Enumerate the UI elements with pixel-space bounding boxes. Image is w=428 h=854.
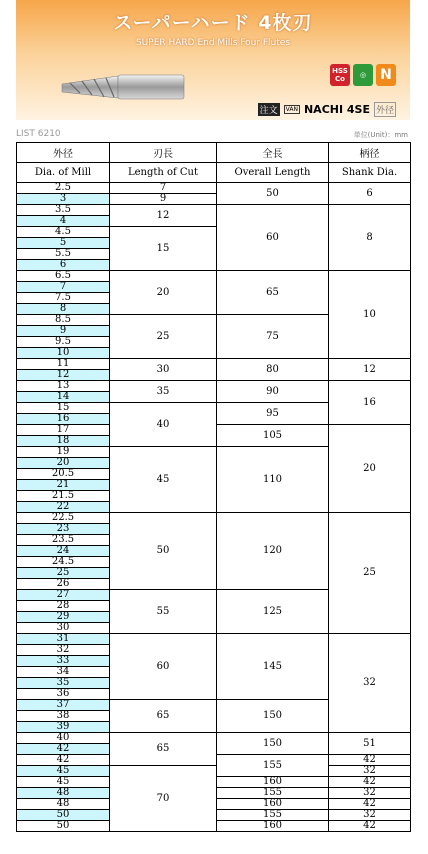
dia-cell: 30 — [17, 623, 110, 634]
dia-cell: 32 — [17, 645, 110, 656]
shank-dia-cell: 32 — [329, 766, 411, 777]
length-of-cut-cell: 12 — [110, 205, 217, 227]
dia-cell: 22 — [17, 502, 110, 513]
dia-cell: 38 — [17, 711, 110, 722]
shank-dia-cell: 25 — [329, 513, 411, 634]
overall-length-cell: 155 — [217, 788, 329, 799]
n-badge: N — [376, 64, 396, 86]
header-length-of-cut-en: Length of Cut — [110, 163, 217, 183]
dia-cell: 26 — [17, 579, 110, 590]
dia-cell: 40 — [17, 733, 110, 744]
dia-cell: 42 — [17, 744, 110, 755]
shank-dia-cell: 6 — [329, 183, 411, 205]
shank-dia-cell: 42 — [329, 799, 411, 810]
overall-length-cell: 95 — [217, 403, 329, 425]
dia-cell: 24.5 — [17, 557, 110, 568]
product-code — [258, 102, 396, 117]
length-of-cut-cell: 20 — [110, 271, 217, 315]
dia-cell: 7 — [17, 282, 110, 293]
dia-cell: 31 — [17, 634, 110, 645]
dia-cell: 12 — [17, 370, 110, 381]
shank-dia-cell: 42 — [329, 821, 411, 832]
table-row — [17, 359, 411, 370]
shank-dia-cell: 51 — [329, 733, 411, 755]
length-of-cut-cell: 40 — [110, 403, 217, 447]
dia-cell: 6.5 — [17, 271, 110, 282]
shank-dia-cell: 8 — [329, 205, 411, 271]
header-dia-jp: 外径 — [17, 143, 110, 163]
table-row — [17, 271, 411, 282]
dia-cell: 20.5 — [17, 469, 110, 480]
length-of-cut-cell: 30 — [110, 359, 217, 381]
gaikei-tag: 外径 — [374, 102, 396, 117]
dia-cell: 39 — [17, 722, 110, 733]
overall-length-cell: 150 — [217, 700, 329, 733]
dia-cell: 7.5 — [17, 293, 110, 304]
overall-length-cell: 160 — [217, 777, 329, 788]
dia-cell: 10 — [17, 348, 110, 359]
order-label: 注文 — [258, 103, 280, 116]
length-of-cut-cell: 65 — [110, 733, 217, 766]
dia-cell: 5 — [17, 238, 110, 249]
length-of-cut-cell: 70 — [110, 766, 217, 832]
dia-cell: 4.5 — [17, 227, 110, 238]
dia-cell: 5.5 — [17, 249, 110, 260]
length-of-cut-cell: 15 — [110, 227, 217, 271]
table-row — [17, 513, 411, 524]
dia-cell: 9.5 — [17, 337, 110, 348]
overall-length-cell: 80 — [217, 359, 329, 381]
shank-dia-cell: 42 — [329, 777, 411, 788]
shank-dia-cell: 32 — [329, 810, 411, 821]
dia-cell: 6 — [17, 260, 110, 271]
dia-cell: 19 — [17, 447, 110, 458]
dia-cell: 21.5 — [17, 491, 110, 502]
dia-cell: 9 — [17, 326, 110, 337]
dia-cell: 2.5 — [17, 183, 110, 194]
dia-cell: 11 — [17, 359, 110, 370]
shank-dia-cell: 32 — [329, 634, 411, 733]
overall-length-cell: 75 — [217, 315, 329, 359]
overall-length-cell: 145 — [217, 634, 329, 700]
dia-cell: 17 — [17, 425, 110, 436]
table-row — [17, 205, 411, 216]
header-overall-length-jp: 全長 — [217, 143, 329, 163]
shank-dia-cell: 42 — [329, 755, 411, 766]
dia-cell: 8 — [17, 304, 110, 315]
overall-length-cell: 155 — [217, 755, 329, 777]
dia-cell: 8.5 — [17, 315, 110, 326]
overall-length-cell: 120 — [217, 513, 329, 590]
dia-cell: 33 — [17, 656, 110, 667]
dia-cell: 42 — [17, 755, 110, 766]
overall-length-cell: 105 — [217, 425, 329, 447]
dia-cell: 3.5 — [17, 205, 110, 216]
length-of-cut-cell: 7 — [110, 183, 217, 194]
page-subtitle: SUPER HARD End Mills Four Flutes — [135, 38, 291, 48]
dia-cell: 27 — [17, 590, 110, 601]
dia-cell: 20 — [17, 458, 110, 469]
dia-cell: 14 — [17, 392, 110, 403]
header-dia-en: Dia. of Mill — [17, 163, 110, 183]
hss-co-badge: HSS Co — [330, 64, 350, 86]
overall-length-cell: 150 — [217, 733, 329, 755]
length-of-cut-cell: 60 — [110, 634, 217, 700]
spec-table — [16, 142, 411, 832]
length-of-cut-cell: 35 — [110, 381, 217, 403]
table-row — [17, 183, 411, 194]
dia-cell: 29 — [17, 612, 110, 623]
dia-cell: 18 — [17, 436, 110, 447]
dia-cell: 13 — [17, 381, 110, 392]
dia-cell: 34 — [17, 667, 110, 678]
unit-label: 単位(Unit)：mm — [353, 131, 408, 139]
dia-cell: 23 — [17, 524, 110, 535]
overall-length-cell: 160 — [217, 821, 329, 832]
header-overall-length-en: Overall Length — [217, 163, 329, 183]
dia-cell: 28 — [17, 601, 110, 612]
overall-length-cell: 50 — [217, 183, 329, 205]
length-of-cut-cell: 55 — [110, 590, 217, 634]
header-length-of-cut-jp: 刃長 — [110, 143, 217, 163]
dia-cell: 50 — [17, 821, 110, 832]
length-of-cut-cell: 45 — [110, 447, 217, 513]
dia-cell: 23.5 — [17, 535, 110, 546]
overall-length-cell: 160 — [217, 799, 329, 810]
overall-length-cell: 125 — [217, 590, 329, 634]
dia-cell: 16 — [17, 414, 110, 425]
table-row — [17, 381, 411, 392]
length-of-cut-cell: 9 — [110, 194, 217, 205]
dia-cell: 15 — [17, 403, 110, 414]
overall-length-cell: 155 — [217, 810, 329, 821]
overall-length-cell: 65 — [217, 271, 329, 315]
dia-cell: 36 — [17, 689, 110, 700]
header-shank-dia-en: Shank Dia. — [329, 163, 411, 183]
dia-cell: 35 — [17, 678, 110, 689]
end-mill-image — [58, 70, 188, 104]
table-row — [17, 634, 411, 645]
length-of-cut-cell: 25 — [110, 315, 217, 359]
page-title: スーパーハード 4枚刃 — [113, 12, 313, 34]
catalog-header — [16, 0, 410, 120]
table-row — [17, 766, 411, 777]
dia-cell: 3 — [17, 194, 110, 205]
dia-cell: 45 — [17, 777, 110, 788]
dia-cell: 45 — [17, 766, 110, 777]
table-row — [17, 733, 411, 744]
overall-length-cell: 110 — [217, 447, 329, 513]
dia-cell: 25 — [17, 568, 110, 579]
dia-cell: 24 — [17, 546, 110, 557]
van-icon: VAN — [285, 106, 298, 113]
dia-cell: 21 — [17, 480, 110, 491]
dia-cell: 4 — [17, 216, 110, 227]
dia-cell: 50 — [17, 810, 110, 821]
product-code-text: NACHI 4SE — [303, 103, 370, 116]
coating-badge: ◎ — [353, 64, 373, 86]
shank-dia-cell: 10 — [329, 271, 411, 359]
length-of-cut-cell: 50 — [110, 513, 217, 590]
length-of-cut-cell: 65 — [110, 700, 217, 733]
overall-length-cell: 60 — [217, 205, 329, 271]
header-shank-dia-jp: 柄径 — [329, 143, 411, 163]
overall-length-cell: 90 — [217, 381, 329, 403]
dia-cell: 37 — [17, 700, 110, 711]
dia-cell: 48 — [17, 799, 110, 810]
shank-dia-cell: 16 — [329, 381, 411, 425]
list-number: LIST 6210 — [16, 129, 61, 139]
shank-dia-cell: 32 — [329, 788, 411, 799]
dia-cell: 22.5 — [17, 513, 110, 524]
dia-cell: 48 — [17, 788, 110, 799]
shank-dia-cell: 20 — [329, 425, 411, 513]
shank-dia-cell: 12 — [329, 359, 411, 381]
material-badges — [330, 64, 396, 86]
